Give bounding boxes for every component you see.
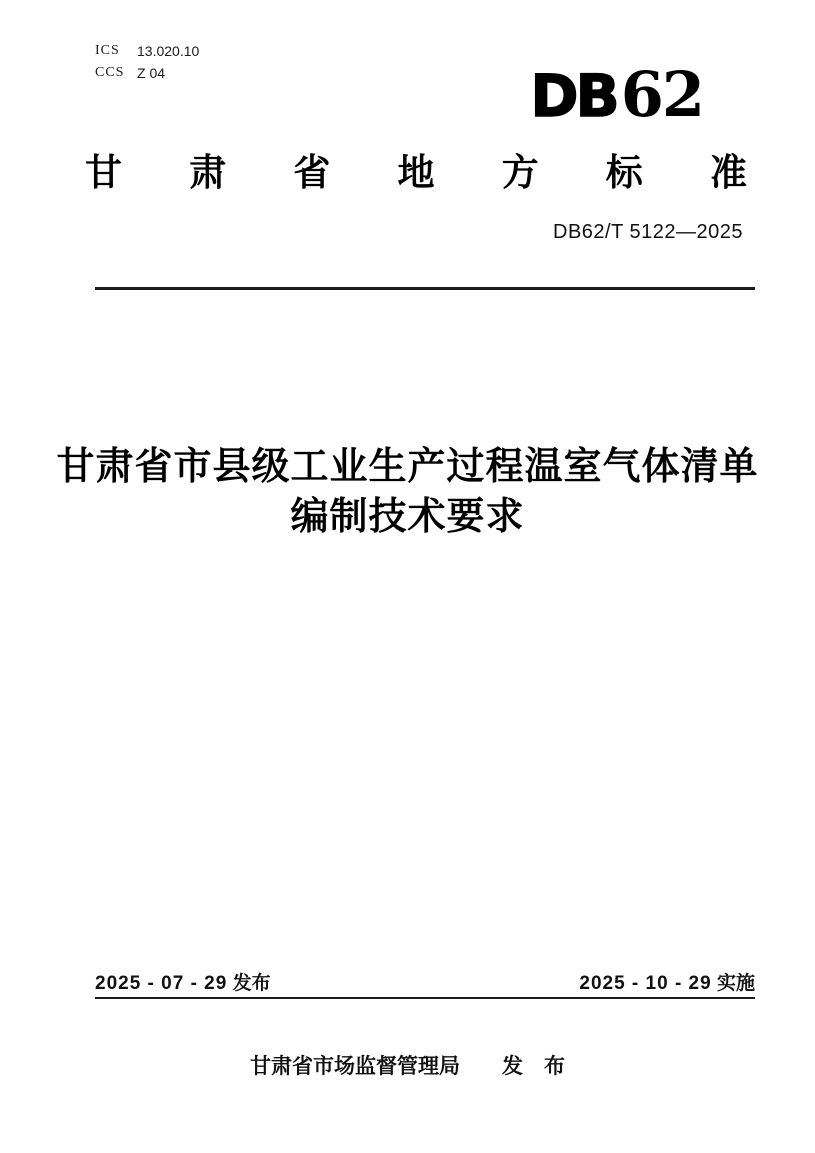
standard-type-char: 省 <box>293 152 331 193</box>
ccs-line <box>95 62 199 84</box>
implement-label: 实施 <box>716 973 755 994</box>
db62-logo-db: DB <box>530 62 617 130</box>
implement-date: 2025 - 10 - 29 <box>579 973 712 994</box>
document-title <box>0 442 815 542</box>
header-divider <box>95 287 755 290</box>
ics-line <box>95 40 199 62</box>
standard-type-char: 地 <box>397 152 435 193</box>
ics-label: ICS <box>95 43 120 58</box>
standard-type-char: 方 <box>501 152 539 193</box>
ics-value: 13.020.10 <box>137 43 200 59</box>
publisher-name: 甘肃省市场监督管理局 <box>250 1055 460 1078</box>
publisher-row <box>0 1050 815 1080</box>
classification-codes <box>95 40 199 84</box>
db62-logo <box>530 58 703 131</box>
document-title-line1: 甘肃省市县级工业生产过程温室气体清单 <box>56 446 759 488</box>
db62-logo-62: 62 <box>620 58 703 131</box>
dates-row <box>95 968 755 995</box>
ccs-value: Z 04 <box>137 65 166 81</box>
issue-date: 2025 - 07 - 29 <box>95 973 228 994</box>
document-number: DB62/T 5122—2025 <box>553 221 743 243</box>
issue-date-group <box>95 968 271 995</box>
standard-type-char: 肃 <box>189 152 227 193</box>
issue-label: 发布 <box>232 973 271 994</box>
standard-type-char: 准 <box>709 152 747 193</box>
document-title-line2: 编制技术要求 <box>290 496 525 538</box>
standard-type-char: 标 <box>605 152 643 193</box>
standard-type-char: 甘 <box>85 152 122 193</box>
footer-divider <box>95 997 755 999</box>
implement-date-group <box>579 968 755 995</box>
publish-label: 发 布 <box>502 1055 565 1078</box>
standard-type-heading <box>85 153 747 194</box>
ccs-label: CCS <box>95 65 125 80</box>
